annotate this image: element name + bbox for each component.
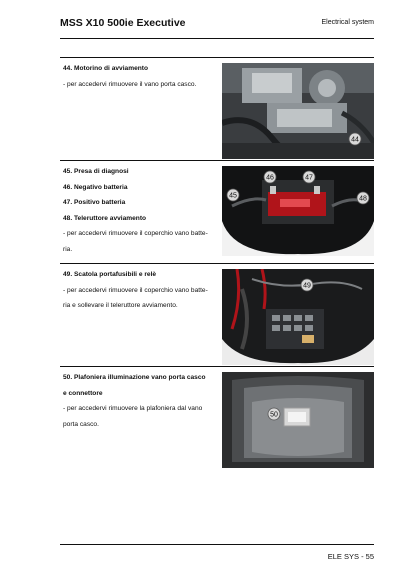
component-heading: e connettore (63, 389, 103, 397)
section-title: Electrical system (321, 19, 374, 26)
component-instruction: porta casco. (63, 420, 99, 428)
starter-motor-photo (222, 63, 374, 159)
callout-48: 48 (359, 195, 367, 203)
block-divider (60, 366, 374, 367)
component-instruction: ria. (63, 245, 73, 253)
callout-44: 44 (351, 136, 359, 144)
page-header (60, 8, 374, 36)
block-divider (60, 263, 374, 264)
component-heading: 46. Negativo batteria (63, 183, 128, 191)
block-text (63, 61, 218, 92)
block-text (63, 164, 218, 257)
component-instruction: - per accedervi rimuovere il coperchio vano batte- (63, 286, 208, 294)
callout-49: 49 (303, 282, 311, 290)
component-block-49 (60, 263, 374, 366)
callout-46: 46 (266, 174, 274, 182)
component-heading: 49. Scatola portafusibili e relè (63, 271, 157, 278)
fuse-box-photo (222, 269, 374, 365)
component-instruction: - per accedervi rimuovere la plafoniera dal vano (63, 405, 203, 412)
component-heading: 50. Plafoniera illuminazione vano porta casco (63, 374, 206, 381)
block-text (63, 370, 218, 432)
callout-47: 47 (305, 174, 313, 182)
component-heading: 45. Presa di diagnosi (63, 168, 129, 175)
component-heading: 48. Teleruttore avviamento (63, 214, 147, 222)
block-divider (60, 57, 374, 58)
component-block-50 (60, 366, 374, 476)
header-divider (60, 38, 374, 39)
block-text (63, 267, 218, 314)
component-block-44 (60, 57, 374, 160)
component-instruction: - per accedervi rimuovere il vano porta casco. (63, 80, 197, 88)
page-number: ELE SYS - 55 (327, 552, 374, 561)
helmet-compartment-light-photo (222, 372, 374, 468)
document-title: MSS X10 500ie Executive (60, 17, 186, 29)
component-instruction: ria e sollevare il teleruttore avviamento. (63, 302, 178, 309)
callout-50: 50 (270, 411, 278, 419)
callout-45: 45 (229, 192, 237, 200)
component-block-45-48 (60, 160, 374, 263)
component-heading: 44. Motorino di avviamento (63, 65, 149, 72)
battery-compartment-photo (222, 166, 374, 256)
footer-divider (60, 544, 374, 545)
component-heading: 47. Positivo batteria (63, 199, 126, 206)
block-divider (60, 160, 374, 161)
component-instruction: - per accedervi rimuovere il coperchio vano batte- (63, 230, 208, 237)
